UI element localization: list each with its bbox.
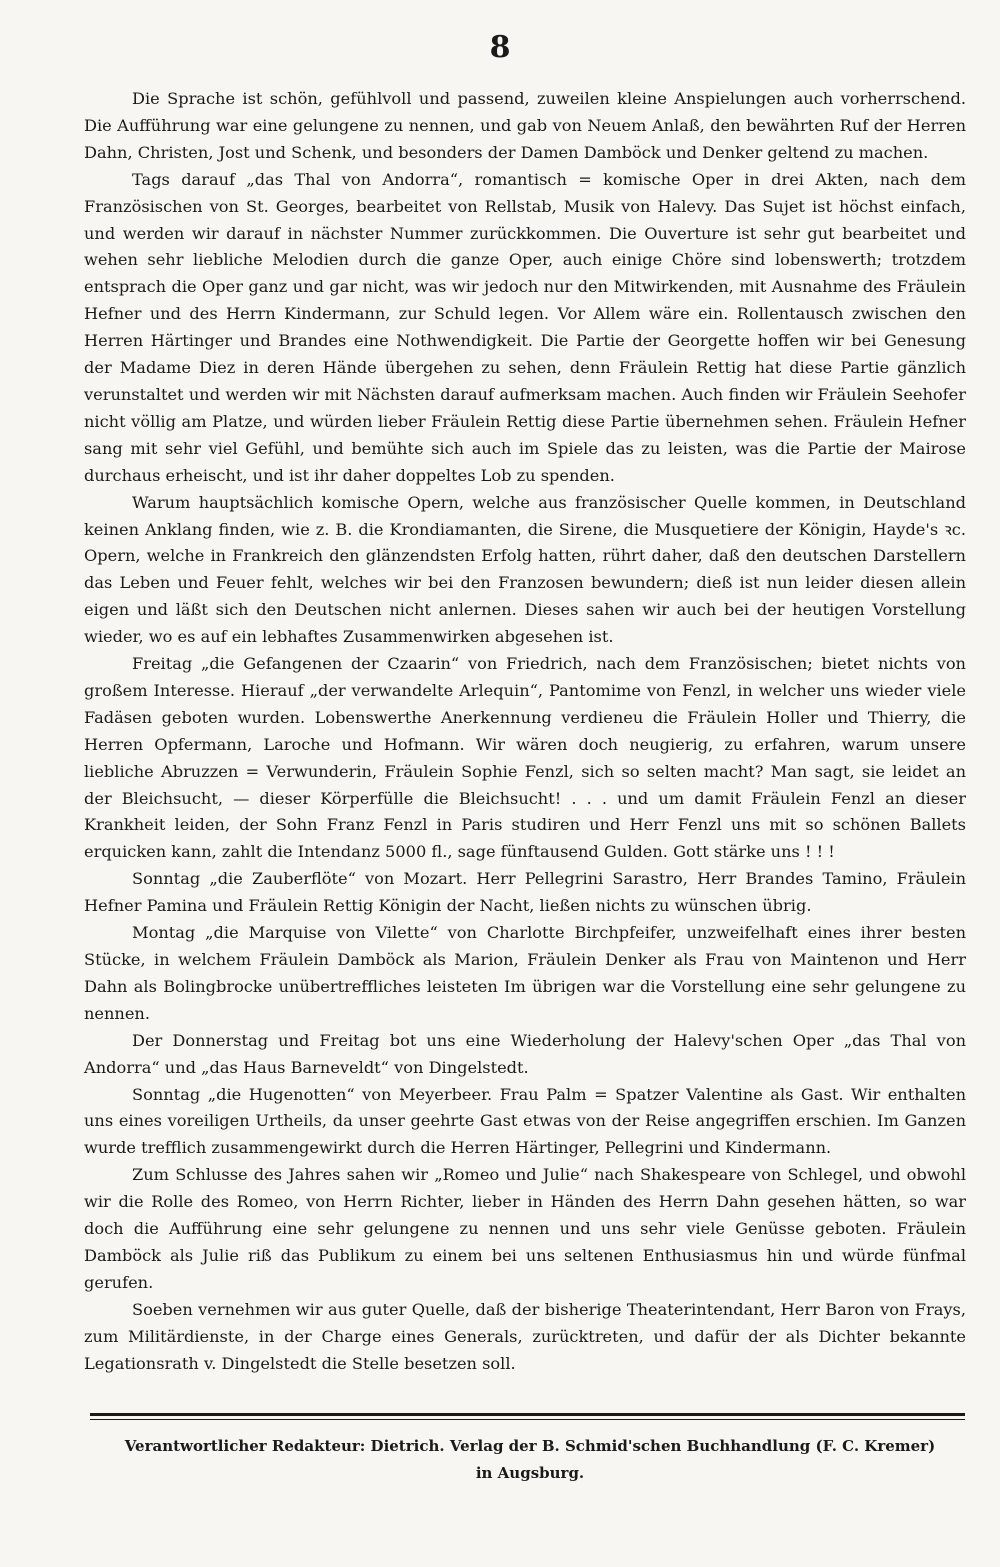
paragraph: Montag „die Marquise von Vilette“ von Charlotte Birchpfeifer, unzweifelhaft eines ihrer besten Stücke, in welchem Fräulein Damböck als Marion, Fräulein Denker als Frau von Maintenon und Herr Dahn als Bolingbrocke unübertreffliches leisteten Im übrigen war die Vorstellung eine sehr gelungene zu nennen.: [84, 923, 966, 1023]
paragraph: Sonntag „die Zauberflöte“ von Mozart. Herr Pellegrini Sarastro, Herr Brandes Tamino, Fräulein Hefner Pamina und Fräulein Rettig Königin der Nacht, ließen nichts zu wünschen übrig.: [84, 869, 966, 916]
imprint-line-1: Verantwortlicher Redakteur: Dietrich. Verlag der B. Schmid'schen Buchhandlung (F. C. Kremer): [124, 1437, 936, 1455]
paragraph: Die Sprache ist schön, gefühlvoll und passend, zuweilen kleine Anspielungen auch vorherrschend. Die Aufführung war eine gelungene zu nennen, und gab von Neuem Anlaß, den bewährten Ruf der Herren Dahn, Christen, Jost und Schenk, und besonders der Damen Damböck und Denker geltend zu machen.: [84, 89, 966, 162]
paragraph: Der Donnerstag und Freitag bot uns eine Wiederholung der Halevy'schen Oper „das Thal von Andorra“ und „das Haus Barneveldt“ von Dingelstedt.: [84, 1030, 966, 1077]
paragraph: Freitag „die Gefangenen der Czaarin“ von Friedrich, nach dem Französischen; bietet nichts von großem Interesse. Hierauf „der verwandelte Arlequin“, Pantomime von Fenzl, in welcher uns wieder viele Fadäsen geboten wurden. Lobenswerthe Anerkennung verdieneu die Fräulein Holler und Thierry, die Herren Opfermann, Laroche und Hofmann. Wir wären doch neugierig, zu erfahren, warum unsere liebliche Abruzzen = Verwunderin, Fräulein Sophie Fenzl, sich so selten macht? Man sagt, sie leidet an der Bleichsucht, — dieser Körperfülle die Bleichsucht! . . . und um damit Fräulein Fenzl an dieser Krankheit leiden, der Sohn Franz Fenzl in Paris studiren und Herr Fenzl uns mit so schönen Ballets erquicken kann, zahlt die Intendanz 5000 fl., sage fünftausend Gulden. Gott stärke uns ! ! !: [84, 654, 966, 862]
paragraph: Warum hauptsächlich komische Opern, welche aus französischer Quelle kommen, in Deutschland keinen Anklang finden, wie z. B. die Krondiamanten, die Sirene, die Musquetiere der Königin, Hayde's ꝛc. Opern, welche in Frankreich den glänzendsten Erfolg hatten, rührt daher, daß den deutschen Darstellern das Leben und Feuer fehlt, welches wir bei den Franzosen bewundern; dieß ist nun leider diesen allein eigen und läßt sich den Deutschen nicht anlernen. Dieses sahen wir auch bei der heutigen Vorstellung wieder, wo es auf ein lebhaftes Zusammenwirken abgesehen ist.: [84, 492, 966, 647]
imprint-line-2: in Augsburg.: [475, 1464, 585, 1482]
paragraph: Tags darauf „das Thal von Andorra“, romantisch = komische Oper in drei Akten, nach dem Französischen von St. Georges, bearbeitet von Rellstab, Musik von Halevy. Das Sujet ist höchst einfach, und werden wir darauf in nächster Nummer zurückkommen. Die Ouverture ist sehr gut bearbeitet und wehen sehr liebliche Melodien durch die ganze Oper, auch einige Chöre sind lobenswerth; trotzdem entsprach die Oper ganz und gar nicht, was wir jedoch nur den Mitwirkenden, mit Ausnahme des Fräulein Hefner und des Herrn Kindermann, zur Schuld legen. Vor Allem wäre ein. Rollentausch zwischen den Herren Härtinger und Brandes eine Nothwendigkeit. Die Partie der Georgette hoffen wir bei Genesung der Madame Diez in deren Hände übergehen zu sehen, denn Fräulein Rettig hat diese Partie gänzlich verunstaltet und werden wir mit Nächsten darauf aufmerksam machen. Auch finden wir Fräulein Seehofer nicht völlig am Platze, und würden lieber Fräulein Rettig diese Partie übernehmen sehen. Fräulein Hefner sang mit sehr viel Gefühl, und bemühte sich auch im Spiele das zu leisten, was die Partie der Mairose durchaus erheischt, und ist ihr daher doppeltes Lob zu spenden.: [84, 169, 966, 485]
paragraph: Sonntag „die Hugenotten“ von Meyerbeer. Frau Palm = Spatzer Valentine als Gast. Wir enthalten uns eines voreiligen Urtheils, da unser geehrte Gast etwas von der Reise angegriffen erschien. Im Ganzen wurde trefflich zusammengewirkt durch die Herren Härtinger, Pellegrini und Kindermann.: [84, 1084, 966, 1158]
footer-rule: [90, 1413, 965, 1416]
page-number: 8: [489, 30, 511, 65]
article-body: [84, 86, 966, 1378]
imprint: [80, 1433, 980, 1487]
paragraph: Soeben vernehmen wir aus guter Quelle, daß der bisherige Theaterintendant, Herr Baron von Frays, zum Militärdienste, in der Charge eines Generals, zurücktreten, und dafür der als Dichter bekannte Legationsrath v. Dingelstedt die Stelle besetzen soll.: [84, 1299, 966, 1373]
paragraph: Zum Schlusse des Jahres sahen wir „Romeo und Julie“ nach Shakespeare von Schlegel, und obwohl wir die Rolle des Romeo, von Herrn Richter, lieber in Händen des Herrn Dahn gesehen hätten, so war doch die Aufführung eine sehr gelungene zu nennen und uns sehr viele Genüsse geboten. Fräulein Damböck als Julie riß das Publikum zu einem bei uns seltenen Enthusiasmus hin und würde fünfmal gerufen.: [84, 1165, 966, 1292]
footer-rule-thin: [90, 1419, 965, 1420]
